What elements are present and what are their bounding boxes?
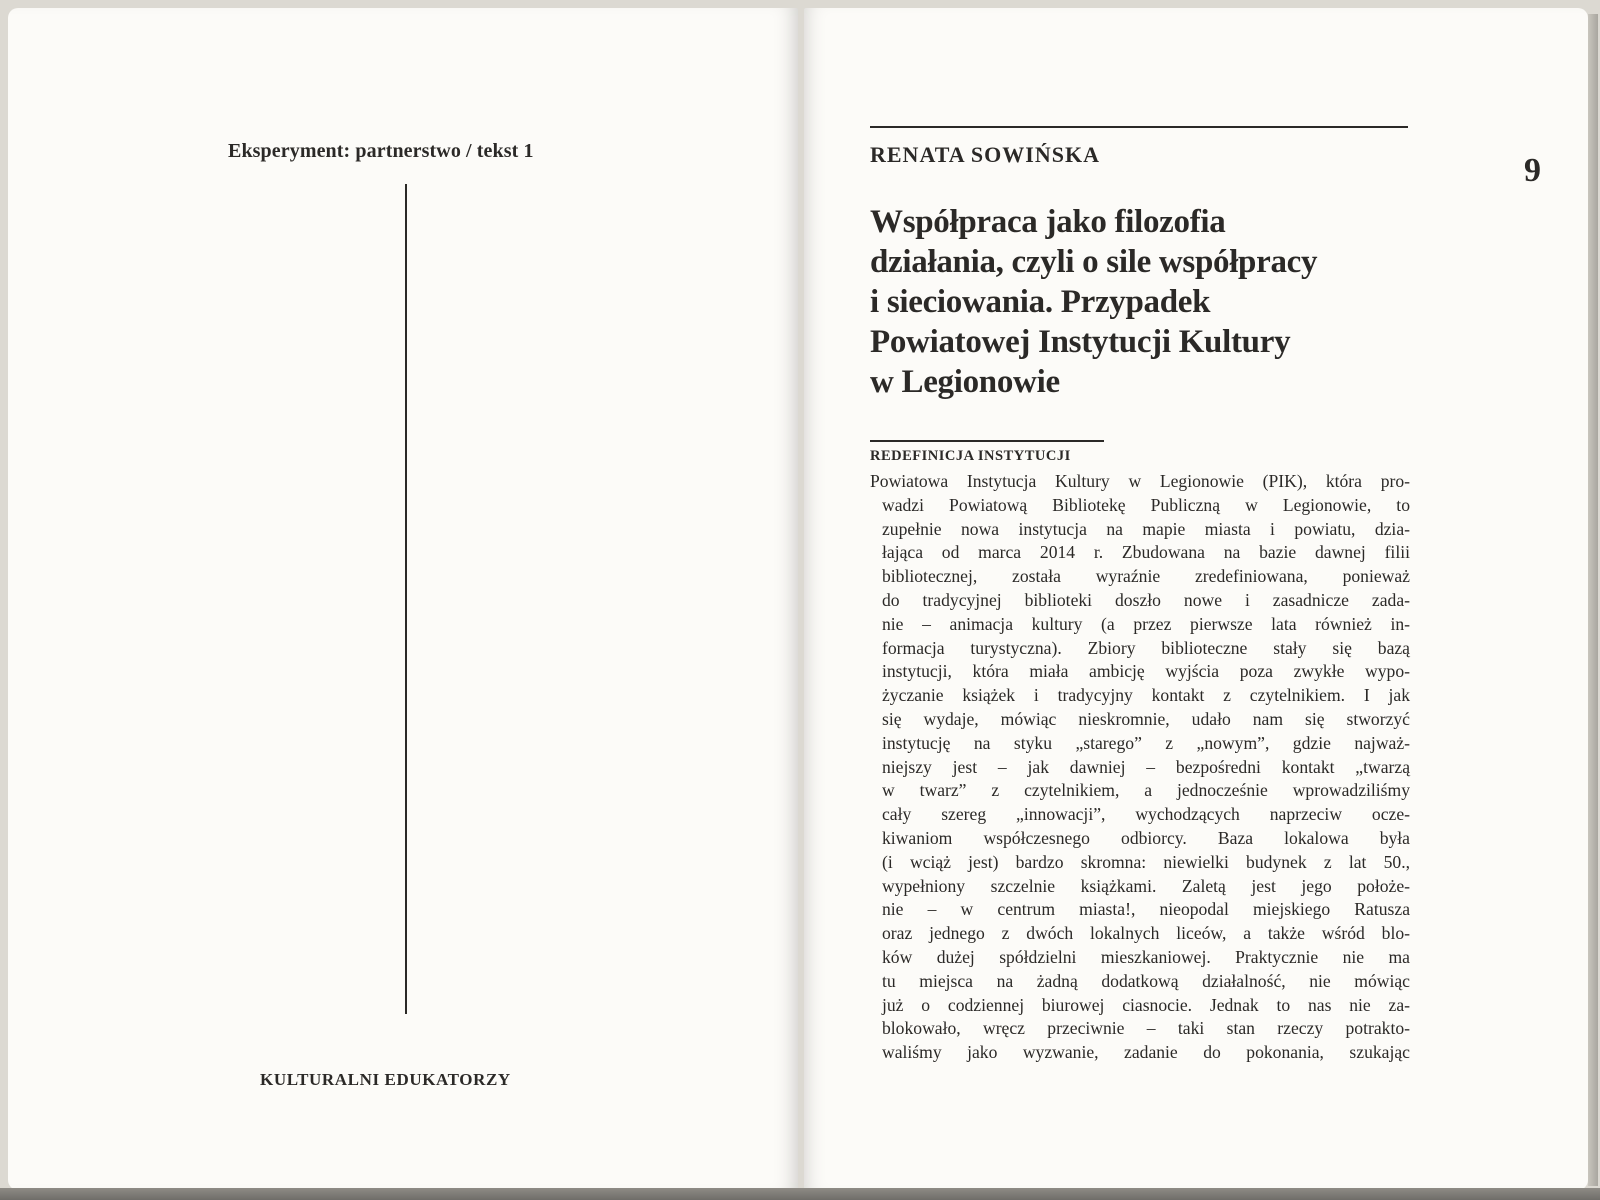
scan-bottom-edge — [0, 1188, 1600, 1200]
body-line: tu miejsca na żadną dodatkową działalność, nie mówiąc — [882, 970, 1410, 991]
article-title-line: w Legionowie — [870, 364, 1060, 400]
left-page — [8, 8, 798, 1190]
body-line: Powiatowa Instytucja Kultury w Legionowie (PIK), która pro- — [870, 471, 1410, 491]
body-line: oraz jednego z dwóch lokalnych liceów, a także wśród blo- — [882, 923, 1410, 944]
body-line: (i wciąż jest) bardzo skromna: niewielki budynek z lat 50., — [882, 851, 1410, 872]
body-line: wadzi Powiatową Bibliotekę Publiczną w Legionowie, to — [882, 494, 1410, 515]
vertical-divider-rule — [405, 184, 407, 1014]
article-title — [870, 202, 1430, 402]
article-title-line: działania, czyli o sile współpracy — [870, 244, 1318, 280]
body-line: nie – w centrum miasta!, nieopodal miejskiego Ratusza — [882, 899, 1410, 920]
article-title-line: Powiatowej Instytucji Kultury — [870, 324, 1291, 360]
body-line: kiwaniom współczesnego odbiorcy. Baza lokalowa była — [882, 827, 1410, 848]
series-title: Eksperyment: partnerstwo / tekst 1 — [228, 140, 534, 162]
publisher-name: KULTURALNI EDUKATORZY — [260, 1070, 511, 1089]
body-line: już o codziennej biurowej ciasnocie. Jednak to nas nie za- — [882, 994, 1410, 1015]
body-line: łająca od marca 2014 r. Zbudowana na bazie dawnej filii — [882, 542, 1410, 563]
body-line: w twarz” z czytelnikiem, a jednocześnie wprowadziliśmy — [882, 780, 1410, 801]
author-name: RENATA SOWIŃSKA — [870, 142, 1100, 167]
body-line: instytucję na styku „starego” z „nowym”, gdzie najważ- — [882, 732, 1410, 753]
page-number: 9 — [1524, 152, 1541, 189]
body-line: zupełnie nowa instytucja na mapie miasta i powiatu, dzia- — [882, 518, 1410, 539]
body-line: do tradycyjnej biblioteki doszło nowe i zasadnicze zada- — [882, 589, 1410, 610]
article-title-line: i sieciowania. Przypadek — [870, 284, 1211, 320]
body-line: życzanie książek i tradycyjny kontakt z czytelnikiem. I jak — [882, 685, 1410, 706]
body-line: cały szereg „innowacji”, wychodzących naprzeciw ocze- — [882, 804, 1410, 825]
section-heading: REDEFINICJA INSTYTUCJI — [870, 448, 1071, 464]
body-line: blokowało, wręcz przeciwnie – taki stan rzeczy potrakto- — [882, 1018, 1410, 1039]
body-line: instytucji, która miała ambicję wyjścia poza zwykłe wypo- — [882, 661, 1410, 682]
header-rule — [870, 126, 1408, 128]
section-rule — [870, 440, 1104, 442]
body-paragraph — [870, 470, 1410, 1065]
body-line: niejszy jest – jak dawniej – bezpośredni kontakt „twarzą — [882, 756, 1410, 777]
body-line: bibliotecznej, została wyraźnie zredefiniowana, ponieważ — [882, 566, 1410, 587]
page-stack-edge — [1588, 14, 1598, 1186]
body-line: waliśmy jako wyzwanie, zadanie do pokonania, szukając — [882, 1042, 1410, 1063]
body-line: nie – animacja kultury (a przez pierwsze lata również in- — [882, 613, 1410, 634]
body-line: wypełniony szczelnie książkami. Zaletą jest jego położe- — [882, 875, 1410, 896]
body-line: formacja turystyczna). Zbiory biblioteczne stały się bazą — [882, 637, 1410, 658]
article-title-line: Współpraca jako filozofia — [870, 204, 1226, 240]
body-line: się wydaje, mówiąc nieskromnie, udało nam się stworzyć — [882, 708, 1410, 729]
right-page — [804, 8, 1588, 1190]
body-line: ków dużej spółdzielni mieszkaniowej. Praktycznie nie ma — [882, 946, 1410, 967]
